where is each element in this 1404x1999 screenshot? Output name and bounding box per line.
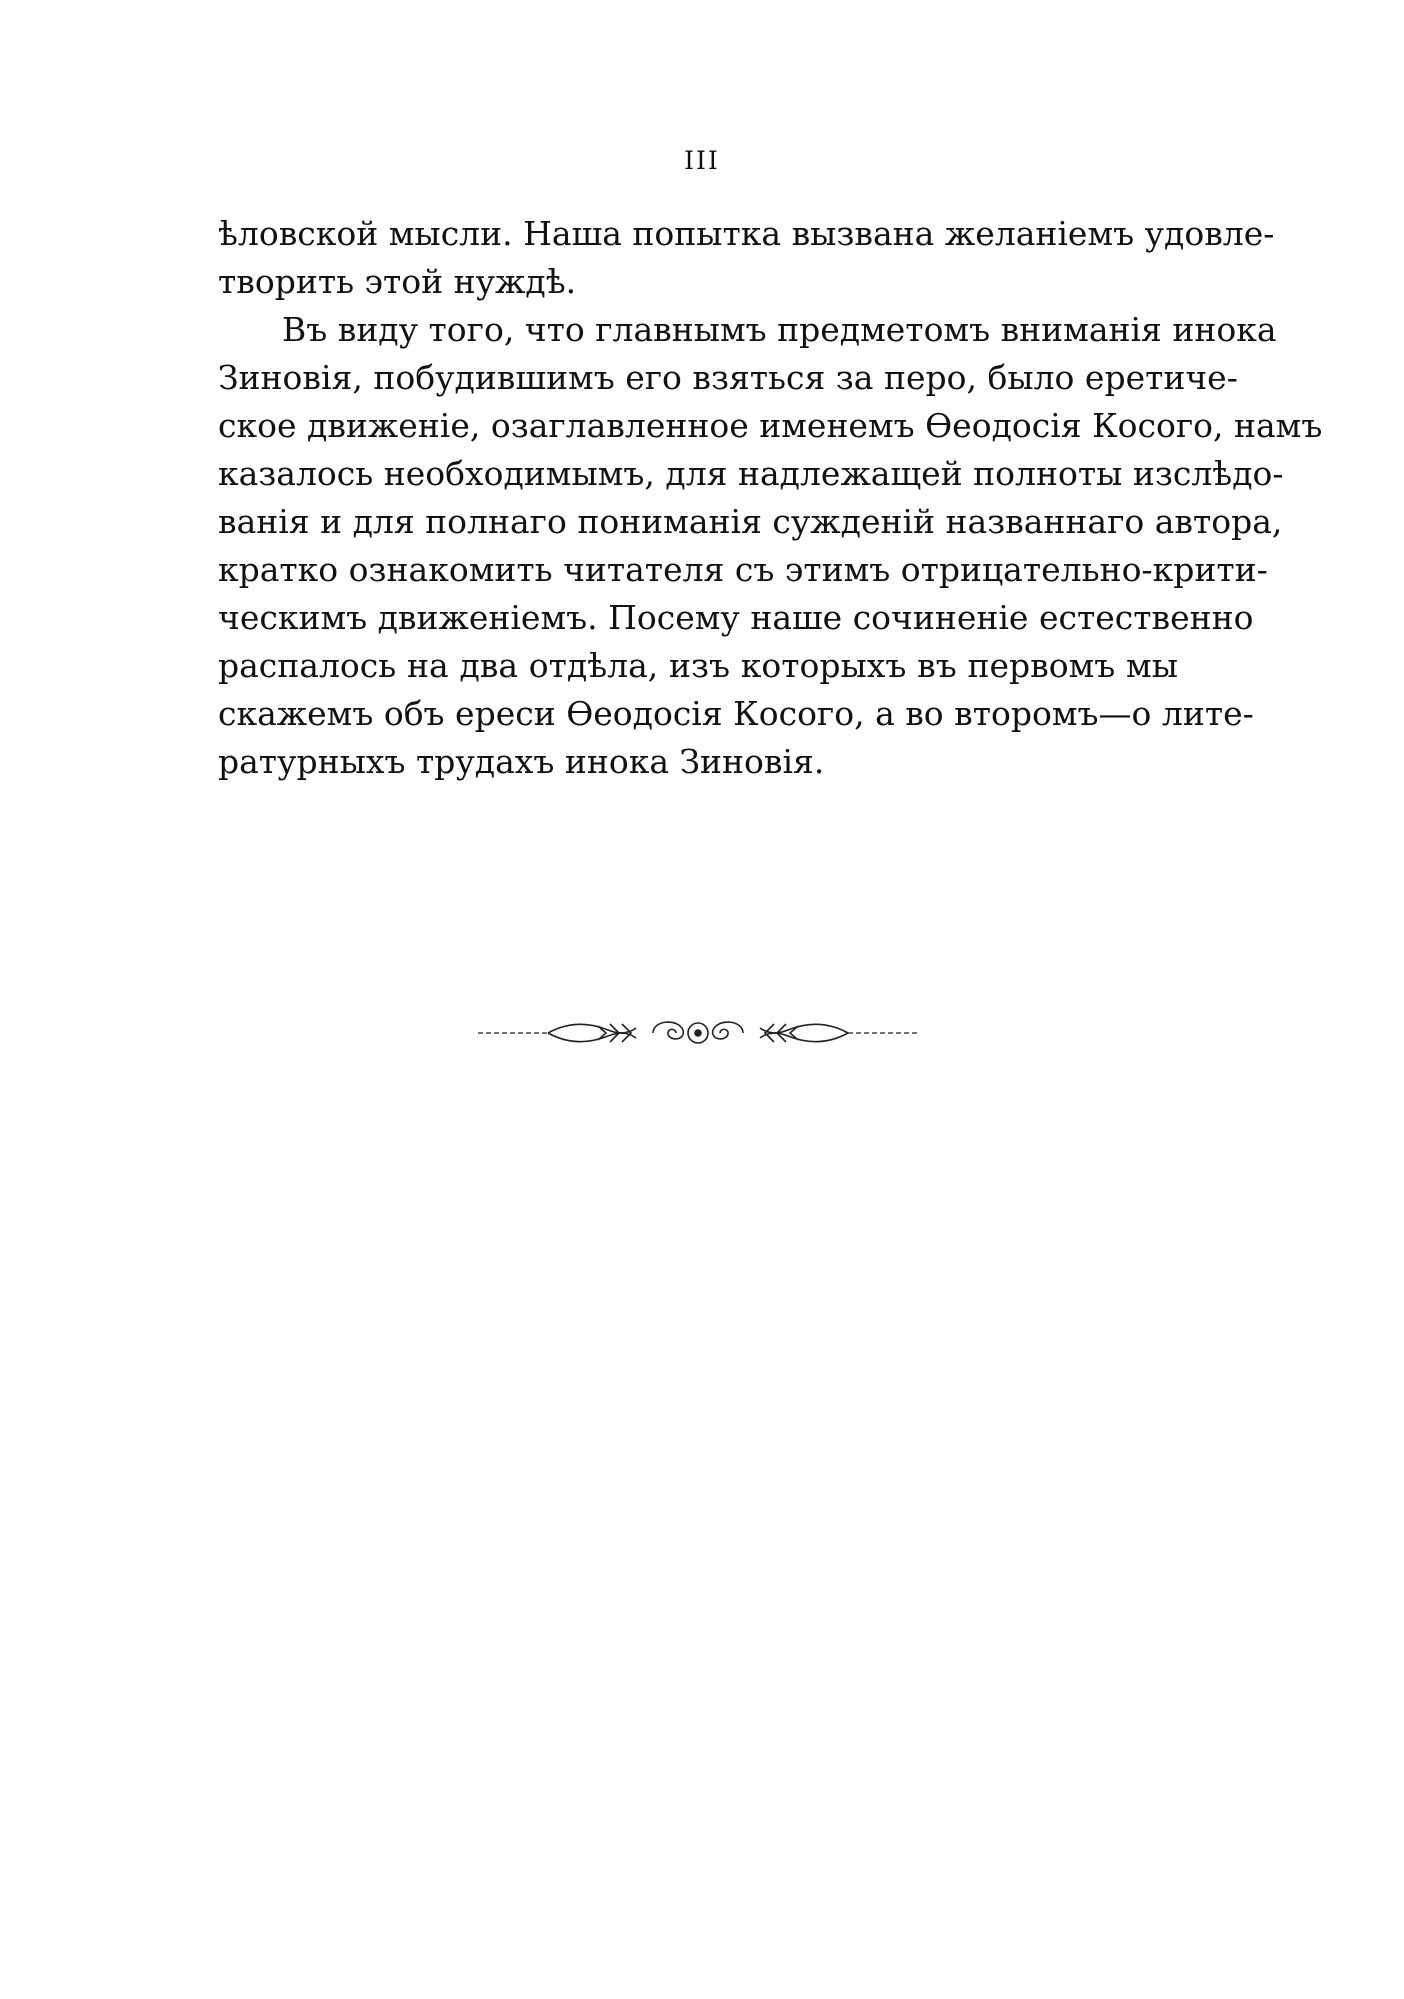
text-line: распалось на два отдѣла, изъ которыхъ въ первомъ мы bbox=[218, 646, 1178, 685]
page-number: III bbox=[684, 146, 720, 175]
text-line: кратко ознакомить читателя съ этимъ отрицательно-крити- bbox=[218, 550, 1268, 589]
decorative-ornament-icon bbox=[478, 1008, 918, 1058]
text-line: ѣловской мысли. Наша попытка вызвана желаніемъ удовле- bbox=[218, 214, 1275, 253]
text-line: ческимъ движеніемъ. Посему наше сочиненіе естественно bbox=[218, 598, 1254, 637]
text-line: творить этой нуждѣ. bbox=[218, 262, 577, 301]
text-line: казалось необходимымъ, для надлежащей полноты изслѣдо- bbox=[218, 454, 1284, 493]
body-text bbox=[218, 210, 1323, 786]
text-line: ратурныхъ трудахъ инока Зиновія. bbox=[218, 742, 825, 781]
text-line: ское движеніе, озаглавленное именемъ Ѳеодосія Косого, намъ bbox=[218, 406, 1323, 445]
text-line: скажемъ объ ереси Ѳеодосія Косого, а во второмъ—о лите- bbox=[218, 694, 1254, 733]
text-line: ванія и для полнаго пониманія сужденій названнаго автора, bbox=[218, 502, 1283, 541]
text-line: Зиновія, побудившимъ его взяться за перо, было еретиче- bbox=[218, 358, 1238, 397]
text-line: Въ виду того, что главнымъ предметомъ вниманія инока bbox=[282, 310, 1277, 349]
